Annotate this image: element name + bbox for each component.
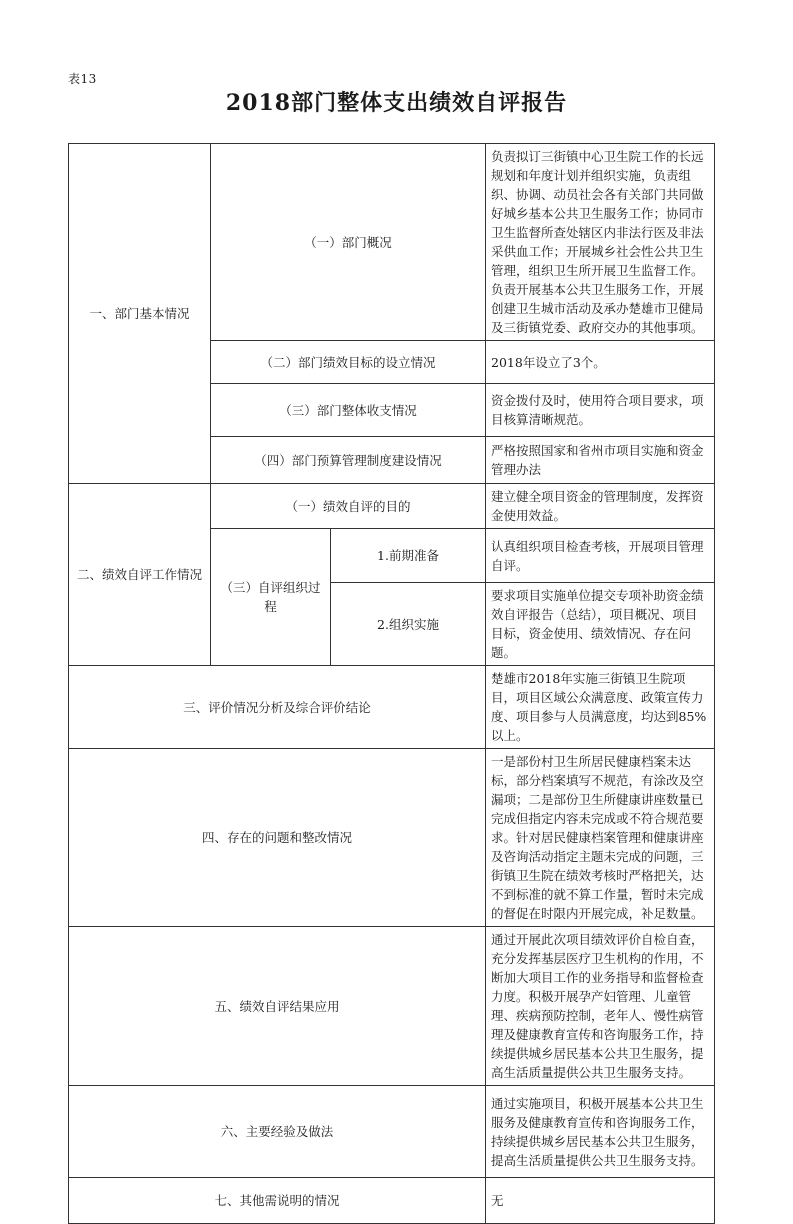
section4-label: 四、存在的问题和整改情况 bbox=[69, 749, 486, 927]
row-label-income-expense: （三）部门整体收支情况 bbox=[211, 384, 486, 437]
table-row bbox=[69, 749, 715, 927]
budget-system-content: 严格按照国家和省州市项目实施和资金管理办法 bbox=[486, 437, 715, 484]
row-label-eval-purpose: （一）绩效自评的目的 bbox=[211, 484, 486, 529]
step-label-implementation: 2.组织实施 bbox=[331, 583, 486, 666]
section7-label: 七、其他需说明的情况 bbox=[69, 1178, 486, 1224]
row-label-perf-targets: （二）部门绩效目标的设立情况 bbox=[211, 341, 486, 384]
row-label-eval-process: （三）自评组织过程 bbox=[211, 529, 331, 666]
table-row bbox=[69, 927, 715, 1086]
section4-content: 一是部份村卫生所居民健康档案未达标，部分档案填写不规范，有涂改及空漏项；二是部份卫生所健康讲座数量已完成但指定内容未完成或不符合规范要求。针对居民健康档案管理和健康讲座及咨询活动指定主题未完成的问题，三街镇卫生院在绩效考核时严格把关，达不到标准的就不算工作量，暂时未完成的督促在时限内开展完成，补足数量。 bbox=[486, 749, 715, 927]
section5-content: 通过开展此次项目绩效评价自检自查，充分发挥基层医疗卫生机构的作用，不断加大项目工作的业务指导和监督检查力度。积极开展孕产妇管理、儿童管理、疾病预防控制，老年人、慢性病管理及健康教育宣传和咨询服务工作，持续提供城乡居民基本公共卫生服务，提高生活质量提供公共卫生服务支持。 bbox=[486, 927, 715, 1086]
section3-content: 楚雄市2018年实施三街镇卫生院项目，项目区域公众满意度、政策宣传力度、项目参与人员满意度，均达到85%以上。 bbox=[486, 666, 715, 749]
section5-label: 五、绩效自评结果应用 bbox=[69, 927, 486, 1086]
section2-label: 二、绩效自评工作情况 bbox=[69, 484, 211, 666]
table-row bbox=[69, 1086, 715, 1178]
section6-content: 通过实施项目，积极开展基本公共卫生服务及健康教育宣传和咨询服务工作，持续提供城乡居民基本公共卫生服务，提高生活质量提供公共卫生服务支持。 bbox=[486, 1086, 715, 1178]
step-label-preparation: 1.前期准备 bbox=[331, 529, 486, 583]
implementation-content: 要求项目实施单位提交专项补助资金绩效自评报告（总结），项目概况、项目目标，资金使用、绩效情况、存在问题。 bbox=[486, 583, 715, 666]
table-row bbox=[69, 666, 715, 749]
row-label-dept-overview: （一）部门概况 bbox=[211, 144, 486, 341]
table-row bbox=[69, 144, 715, 341]
section7-content: 无 bbox=[486, 1178, 715, 1224]
self-evaluation-table bbox=[68, 143, 715, 1224]
perf-targets-content: 2018年设立了3个。 bbox=[486, 341, 715, 384]
section6-label: 六、主要经验及做法 bbox=[69, 1086, 486, 1178]
income-expense-content: 资金拨付及时，使用符合项目要求，项目核算清晰规范。 bbox=[486, 384, 715, 437]
eval-purpose-content: 建立健全项目资金的管理制度，发挥资金使用效益。 bbox=[486, 484, 715, 529]
row-label-budget-system: （四）部门预算管理制度建设情况 bbox=[211, 437, 486, 484]
section3-label: 三、评价情况分析及综合评价结论 bbox=[69, 666, 486, 749]
table-row bbox=[69, 484, 715, 529]
table-row bbox=[69, 1178, 715, 1224]
report-title: 2018部门整体支出绩效自评报告 bbox=[225, 90, 568, 116]
table-number-label: 表13 bbox=[68, 72, 97, 86]
section1-label: 一、部门基本情况 bbox=[69, 144, 211, 484]
dept-overview-content: 负责拟订三街镇中心卫生院工作的长远规划和年度计划并组织实施，负责组织、协调、动员社会各有关部门共同做好城乡基本公共卫生服务工作；协同市卫生监督所查处辖区内非法行医及非法采供血工作；开展城乡社会性公共卫生管理，组织卫生所开展卫生监督工作。负责开展基本公共卫生服务工作，开展创建卫生城市活动及承办楚雄市卫健局及三街镇党委、政府交办的其他事项。 bbox=[486, 144, 715, 341]
preparation-content: 认真组织项目检查考核，开展项目管理自评。 bbox=[486, 529, 715, 583]
